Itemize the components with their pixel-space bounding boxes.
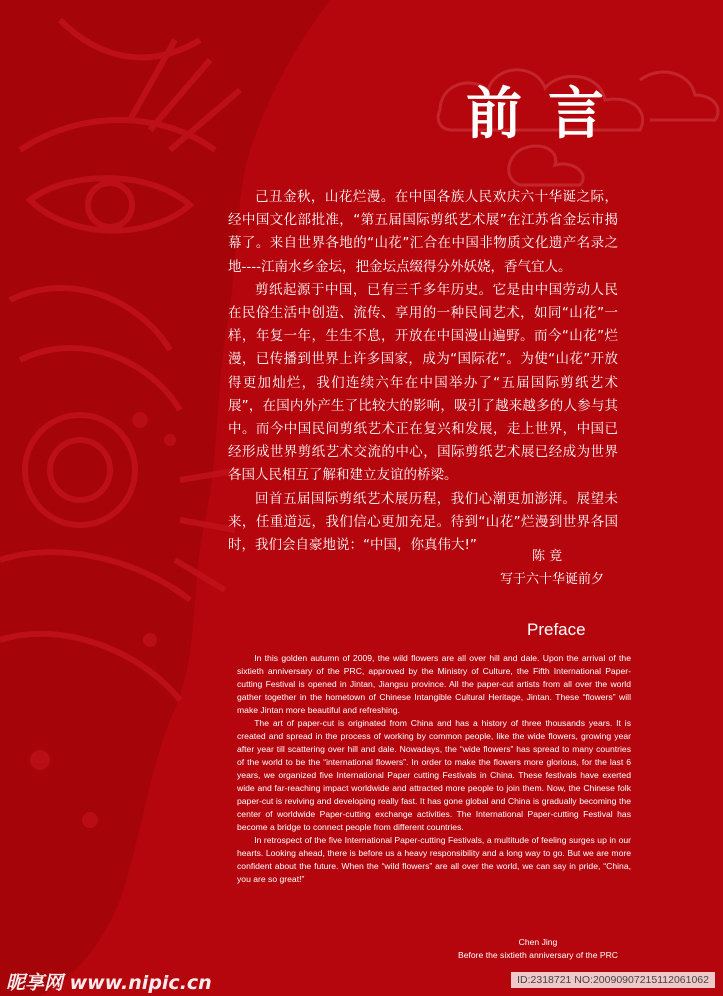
papercut-dot bbox=[132, 412, 148, 428]
papercut-dot bbox=[143, 633, 157, 647]
english-heading: Preface bbox=[527, 620, 586, 639]
site-watermark-logo: 昵享网 www.nipic.cn bbox=[6, 972, 212, 994]
chinese-author: 陈 竟 bbox=[532, 549, 563, 564]
papercut-dot bbox=[82, 812, 98, 828]
papercut-dot bbox=[30, 750, 50, 770]
image-id-label: ID:2318721 NO:20090907215112061062 bbox=[511, 972, 715, 988]
watermark-bar bbox=[0, 964, 723, 996]
chinese-paragraph: 己丑金秋，山花烂漫。在中国各族人民欢庆六十华诞之际，经中国文化部批准，“第五届国际剪纸艺术展”在江苏省金坛市揭幕了。来自世界各地的“山花”汇合在中国非物质文化遗产名录之地----江南水乡金坛，把金坛点缀得分外妖娆，香气宜人。 bbox=[228, 189, 618, 275]
chinese-paragraph: 剪纸起源于中国，已有三千多年历史。它是由中国劳动人民在民俗生活中创造、流传、享用的一种民间艺术，如同“山花”一样，年复一年，生生不息，开放在中国漫山遍野。而今“山花”烂漫，已传播到世界上许多国家，成为“国际花”。为使“山花”开放得更加灿烂，我们连续六年在中国举办了“五届国际剪纸艺术展”，在国内外产生了比较大的影响，吸引了越来越多的人参与其中。而今中国民间剪纸艺术正在复兴和发展，走上世界，中国已经形成世界剪纸艺术交流的中心，国际剪纸艺术展已经成为世界各国人民相互了解和建立友谊的桥梁。 bbox=[228, 281, 618, 484]
english-author: Chen Jing bbox=[518, 937, 558, 947]
page-title: 前言 bbox=[466, 81, 630, 147]
english-preface-body bbox=[237, 652, 631, 886]
chinese-date-line: 写于六十华诞前夕 bbox=[500, 572, 605, 587]
english-signature bbox=[438, 936, 638, 962]
papercut-dot bbox=[164, 434, 176, 446]
english-paragraph: In this golden autumn of 2009, the wild flowers are all over hill and dale. Upon the arrival of the sixtieth anniversary of the PRC, approved by the Ministry of Culture, the Fifth International Paper-cutting Festival is opened in Jintan, Jiangsu province. All the paper-cut artists from all over the world gather together in the hometown of Chinese Intangible Cultural Heritage, Jintan. These “flowers” will make Jintan more beautiful and refreshing. bbox=[237, 653, 631, 715]
chinese-preface-body bbox=[228, 186, 618, 557]
chinese-paragraph: 回首五届国际剪纸艺术展历程，我们心潮更加澎湃。展望未来，任重道远，我们信心更加充足。待到“山花”烂漫到世界各国时，我们会自豪地说：“中国，你真伟大!” bbox=[228, 490, 618, 554]
english-paragraph: In retrospect of the five International Paper-cutting Festivals, a multitude of feeling surges up in our hearts. Looking ahead, there is before us a heavy responsibility and a long way to go. But we are more confident about the future. When the “wild flowers” are all over the world, we can say in pride, “China, you are so great!” bbox=[237, 835, 631, 884]
chinese-signature bbox=[500, 545, 630, 591]
english-paragraph: The art of paper-cut is originated from China and has a history of three thousands years. It is created and spread in the process of working by common people, like the wide flowers, growing year after year till scattering over hill and dale. Nowadays, the “wide flowers” has spread to many countries of the world to be the “international flowers”. In order to make the flowers more glorious, for the last 6 years, we organized five International Paper cutting Festivals in China. These festivals have exerted wide and far-reaching impact worldwide and attracted more people to join them. Now, the Chinese folk paper-cut is reviving and developing really fast. It has gone global and China is gradually becoming the center of worldwide Paper-cutting exchange activities. The International Paper-cutting Festival has become a bridge to connect people from different countries. bbox=[237, 718, 631, 832]
english-date-line: Before the sixtieth anniversary of the PRC bbox=[457, 950, 619, 960]
